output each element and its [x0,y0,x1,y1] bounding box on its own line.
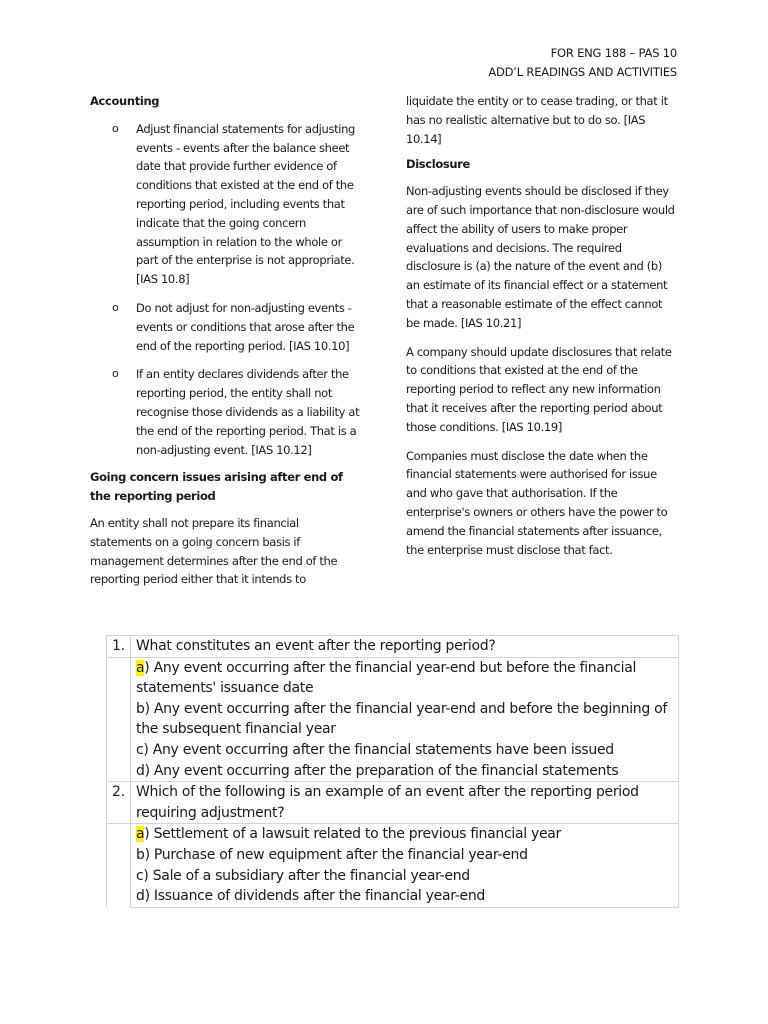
header-subtitle: ADD’L READINGS AND ACTIVITIES [488,65,677,79]
question-number: 2. [107,782,131,824]
option-text: ) Settlement of a lawsuit related to the previous financial year [144,826,562,843]
option-a [136,658,678,699]
question-text: Which of the following is an example of an event after the reporting period requiring adjustment? [131,782,679,824]
going-concern-heading: Going concern issues arising after end of the reporting period [90,470,343,504]
going-concern-paragraph: An entity shall not prepare its financial statements on a going concern basis if management determines after the end of the reporting period either that it intends to [90,515,338,587]
answer-highlight: a [136,659,145,676]
option-text: ) Any event occurring after the financial year-end but before the financial statements' issuance date [136,659,637,697]
option-b: b) Any event occurring after the financial year-end and before the beginning of the subsequent financial year [136,700,668,738]
options-cell [131,824,679,907]
disclosure-paragraph: Non-adjusting events should be disclosed if they are of such importance that non-disclosure would affect the ability of users to make proper evaluations and decisions. The required disclosure is (a) the nature of the event and (b) an estimate of its financial effect or a statement that a reasonable estimate of the effect cannot be made. [IAS 10.21] [406,184,675,330]
bullet-item [90,120,362,289]
question-number: 1. [107,636,131,658]
bullet-marker-icon: o [112,367,119,381]
continuation-paragraph: liquidate the entity or to cease trading, or that it has no realistic alternative but to do so. [IAS 10.14] [406,94,668,146]
options-row [107,657,679,782]
option-b: b) Purchase of new equipment after the financial year-end [136,846,528,863]
option-c: c) Any event occurring after the financial statements have been issued [136,741,614,758]
question-row [107,636,679,658]
bullet-text: Adjust financial statements for adjusting events - events after the balance sheet date that provide further evidence of conditions that existed at the end of the reporting period, including events that indicate that the going concern assumption in relation to the whole or part of the enterprise is not appropriate. [IAS 10.8] [136,121,355,287]
disclosure-paragraph: A company should update disclosures that relate to conditions that existed at the end of the reporting period to reflect any new information that it receives after the reporting period about those conditions. [IAS 10.19] [406,344,672,434]
question-text: What constitutes an event after the reporting period? [131,636,679,658]
quiz-table [106,635,679,908]
blank-cell [107,824,131,907]
accounting-heading: Accounting [90,94,160,108]
option-a [136,824,678,845]
disclosure-paragraph: Companies must disclose the date when the financial statements were authorised for issue and who gave that authorisation. If the enterprise's owners or others have the power to amend the financial statements after issuance, the enterprise must disclose that fact. [406,448,668,557]
option-d: d) Issuance of dividends after the financial year-end [136,888,486,905]
bullet-marker-icon: o [112,121,119,135]
left-column [90,92,362,599]
accounting-bullet-list [90,120,362,460]
bullet-marker-icon: o [112,300,119,314]
option-d: d) Any event occurring after the preparation of the financial statements [136,762,619,779]
header-course-title: FOR ENG 188 – PAS 10 [550,46,677,60]
options-cell [131,657,679,782]
blank-cell [107,657,131,782]
answer-highlight: a [136,826,145,843]
disclosure-heading: Disclosure [406,157,470,172]
bullet-item [90,365,362,459]
options-row [107,824,679,907]
right-column [406,92,678,569]
option-c: c) Sale of a subsidiary after the financial year-end [136,867,470,884]
bullet-item [90,299,362,355]
bullet-text: If an entity declares dividends after the reporting period, the entity shall not recognise those dividends as a liability at the end of the reporting period. That is a non-adjusting event. [IAS 10.12] [136,367,360,457]
question-row [107,782,679,824]
bullet-text: Do not adjust for non-adjusting events - events or conditions that arose after the end of the reporting period. [IAS 10.10] [136,300,355,353]
page-header [488,44,677,82]
